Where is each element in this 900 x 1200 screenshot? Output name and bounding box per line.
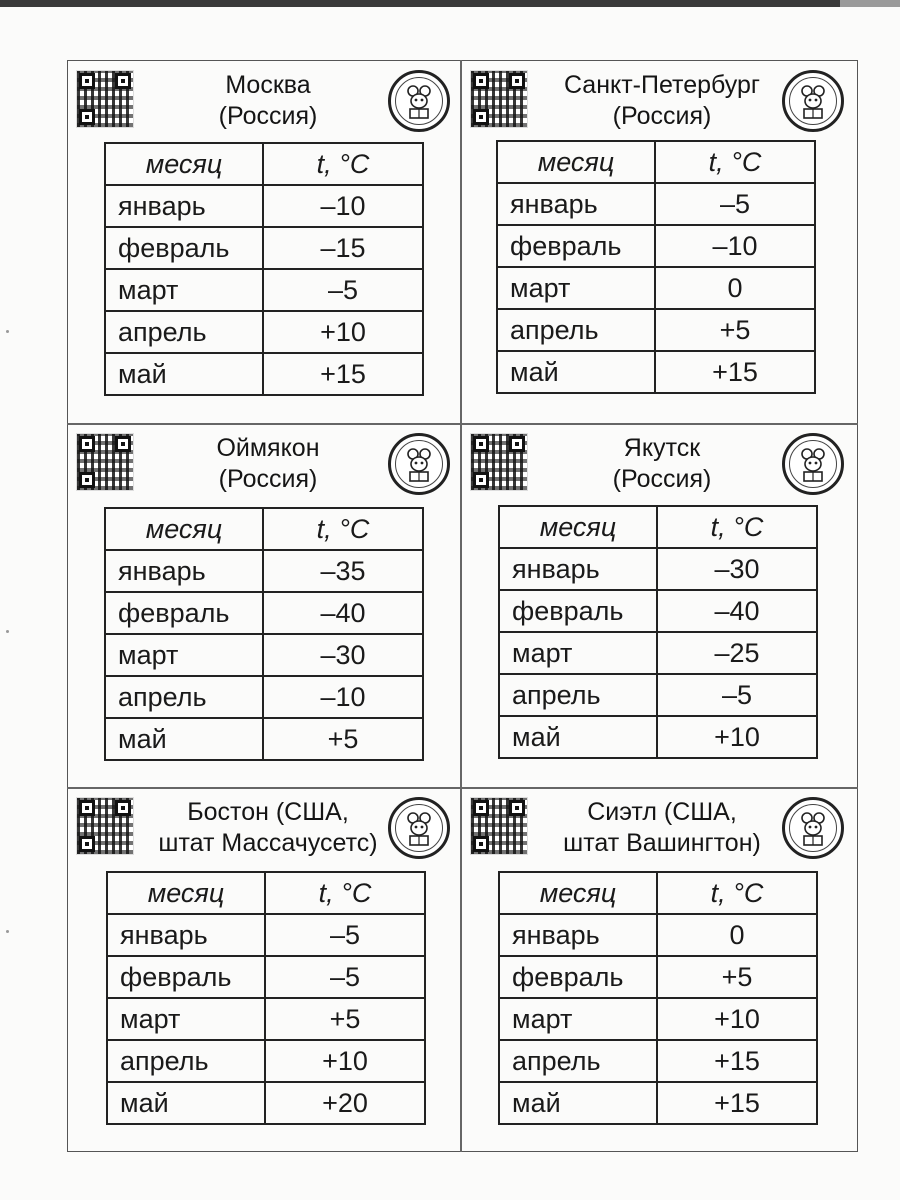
month-cell: апрель — [499, 1040, 657, 1082]
month-cell: февраль — [105, 227, 263, 269]
temperature-cell: +15 — [655, 351, 815, 393]
table-header-row — [105, 508, 423, 550]
table-row — [497, 267, 815, 309]
temperature-cell: –15 — [263, 227, 423, 269]
temperature-cell: +10 — [657, 998, 817, 1040]
qr-code-icon — [76, 70, 134, 128]
city-country: (Россия) — [612, 465, 712, 493]
city-title — [542, 797, 782, 859]
temperature-table — [104, 142, 424, 396]
temperature-cell: +10 — [265, 1040, 425, 1082]
temperature-cell: +5 — [657, 956, 817, 998]
city-name: Оймякон — [216, 434, 320, 462]
month-cell: май — [107, 1082, 265, 1124]
column-header-month: месяц — [497, 141, 655, 183]
month-cell: апрель — [497, 309, 655, 351]
column-header-month: месяц — [105, 508, 263, 550]
column-header-temperature: t, °C — [263, 508, 423, 550]
scan-dot — [6, 330, 9, 333]
month-cell: январь — [107, 914, 265, 956]
qr-code-icon — [470, 70, 528, 128]
table-row — [499, 590, 817, 632]
table-row — [105, 353, 423, 395]
table-row — [105, 550, 423, 592]
city-title — [148, 433, 388, 495]
month-cell: февраль — [499, 956, 657, 998]
table-row — [499, 914, 817, 956]
temperature-cell: –10 — [263, 185, 423, 227]
month-cell: март — [499, 632, 657, 674]
column-header-temperature: t, °C — [265, 872, 425, 914]
month-cell: февраль — [497, 225, 655, 267]
temperature-table — [498, 871, 818, 1125]
city-card-4 — [462, 425, 857, 789]
table-row — [499, 548, 817, 590]
table-row — [105, 227, 423, 269]
city-country: (Россия) — [218, 102, 318, 130]
table-row — [105, 269, 423, 311]
city-card-2 — [462, 62, 857, 426]
column-header-month: месяц — [499, 872, 657, 914]
temperature-cell: +15 — [263, 353, 423, 395]
table-row — [497, 183, 815, 225]
table-row — [499, 632, 817, 674]
qr-code-icon — [470, 797, 528, 855]
temperature-table — [104, 507, 424, 761]
temperature-cell: +5 — [655, 309, 815, 351]
table-row — [499, 956, 817, 998]
scan-dot — [6, 930, 9, 933]
month-cell: март — [499, 998, 657, 1040]
month-cell: март — [497, 267, 655, 309]
table-row — [107, 914, 425, 956]
month-cell: апрель — [105, 311, 263, 353]
temperature-cell: +10 — [263, 311, 423, 353]
mouse-mascot-icon — [799, 84, 827, 120]
temperature-table — [496, 140, 816, 394]
city-name: Якутск — [623, 434, 701, 462]
temperature-cell: +5 — [263, 718, 423, 760]
city-card-5 — [68, 789, 463, 1153]
city-country: штат Вашингтон) — [563, 829, 761, 857]
table-row — [497, 225, 815, 267]
temperature-cell: –5 — [265, 914, 425, 956]
qr-code-icon — [76, 797, 134, 855]
column-header-temperature: t, °C — [655, 141, 815, 183]
month-cell: апрель — [499, 674, 657, 716]
mouse-mascot-icon — [405, 811, 433, 847]
city-country: (Россия) — [218, 465, 318, 493]
scan-top-edge-right — [840, 0, 900, 7]
city-country: штат Массачусетс) — [158, 829, 378, 857]
city-title — [542, 433, 782, 495]
table-row — [105, 592, 423, 634]
table-row — [105, 311, 423, 353]
mathematics-stamp-logo — [388, 433, 450, 495]
temperature-cell: –35 — [263, 550, 423, 592]
temperature-cell: –25 — [657, 632, 817, 674]
mathematics-stamp-logo — [388, 70, 450, 132]
table-row — [499, 716, 817, 758]
month-cell: январь — [105, 550, 263, 592]
temperature-cell: +5 — [265, 998, 425, 1040]
city-name: Москва — [225, 71, 311, 99]
month-cell: январь — [497, 183, 655, 225]
column-header-temperature: t, °C — [263, 143, 423, 185]
month-cell: январь — [499, 914, 657, 956]
temperature-cell: –5 — [655, 183, 815, 225]
temperature-cell: –5 — [265, 956, 425, 998]
scan-dot — [6, 630, 9, 633]
table-row — [499, 998, 817, 1040]
table-row — [107, 1040, 425, 1082]
table-header-row — [497, 141, 815, 183]
column-header-month: месяц — [107, 872, 265, 914]
city-title — [148, 797, 388, 859]
temperature-cell: +20 — [265, 1082, 425, 1124]
qr-code-icon — [470, 433, 528, 491]
table-header-row — [499, 506, 817, 548]
table-row — [105, 676, 423, 718]
mathematics-stamp-logo — [782, 70, 844, 132]
temperature-cell: –30 — [263, 634, 423, 676]
city-title — [148, 70, 388, 132]
table-header-row — [107, 872, 425, 914]
month-cell: март — [107, 998, 265, 1040]
temperature-cell: –5 — [657, 674, 817, 716]
table-row — [499, 674, 817, 716]
month-cell: май — [105, 718, 263, 760]
mathematics-stamp-logo — [782, 797, 844, 859]
table-row — [105, 634, 423, 676]
month-cell: май — [499, 716, 657, 758]
table-row — [497, 309, 815, 351]
city-name: Сиэтл (США, — [587, 798, 737, 826]
temperature-cell: –10 — [655, 225, 815, 267]
temperature-cell: –40 — [263, 592, 423, 634]
table-row — [497, 351, 815, 393]
month-cell: март — [105, 634, 263, 676]
month-cell: апрель — [107, 1040, 265, 1082]
table-row — [105, 185, 423, 227]
temperature-cell: –30 — [657, 548, 817, 590]
temperature-cell: –40 — [657, 590, 817, 632]
qr-code-icon — [76, 433, 134, 491]
scan-top-edge — [0, 0, 900, 7]
table-row — [107, 998, 425, 1040]
month-cell: май — [499, 1082, 657, 1124]
table-row — [499, 1040, 817, 1082]
month-cell: март — [105, 269, 263, 311]
table-row — [105, 718, 423, 760]
month-cell: январь — [105, 185, 263, 227]
temperature-cell: –10 — [263, 676, 423, 718]
city-title — [542, 70, 782, 132]
table-row — [107, 1082, 425, 1124]
mouse-mascot-icon — [405, 84, 433, 120]
city-card-3 — [68, 425, 463, 789]
temperature-cell: +15 — [657, 1082, 817, 1124]
month-cell: май — [105, 353, 263, 395]
temperature-table — [498, 505, 818, 759]
table-header-row — [499, 872, 817, 914]
mouse-mascot-icon — [405, 447, 433, 483]
city-name: Санкт-Петербург — [563, 71, 761, 99]
table-row — [499, 1082, 817, 1124]
mathematics-stamp-logo — [388, 797, 450, 859]
mathematics-stamp-logo — [782, 433, 844, 495]
table-row — [107, 956, 425, 998]
month-cell: февраль — [105, 592, 263, 634]
city-card-1 — [68, 62, 463, 426]
column-header-month: месяц — [499, 506, 657, 548]
temperature-table — [106, 871, 426, 1125]
temperature-cell: +15 — [657, 1040, 817, 1082]
month-cell: май — [497, 351, 655, 393]
city-card-6 — [462, 789, 857, 1153]
column-header-temperature: t, °C — [657, 872, 817, 914]
month-cell: апрель — [105, 676, 263, 718]
temperature-cell: 0 — [657, 914, 817, 956]
city-name: Бостон (США, — [187, 798, 349, 826]
city-country: (Россия) — [612, 102, 712, 130]
temperature-cell: 0 — [655, 267, 815, 309]
mouse-mascot-icon — [799, 447, 827, 483]
month-cell: февраль — [107, 956, 265, 998]
table-header-row — [105, 143, 423, 185]
temperature-cell: +10 — [657, 716, 817, 758]
column-header-month: месяц — [105, 143, 263, 185]
mouse-mascot-icon — [799, 811, 827, 847]
temperature-cell: –5 — [263, 269, 423, 311]
column-header-temperature: t, °C — [657, 506, 817, 548]
month-cell: февраль — [499, 590, 657, 632]
month-cell: январь — [499, 548, 657, 590]
